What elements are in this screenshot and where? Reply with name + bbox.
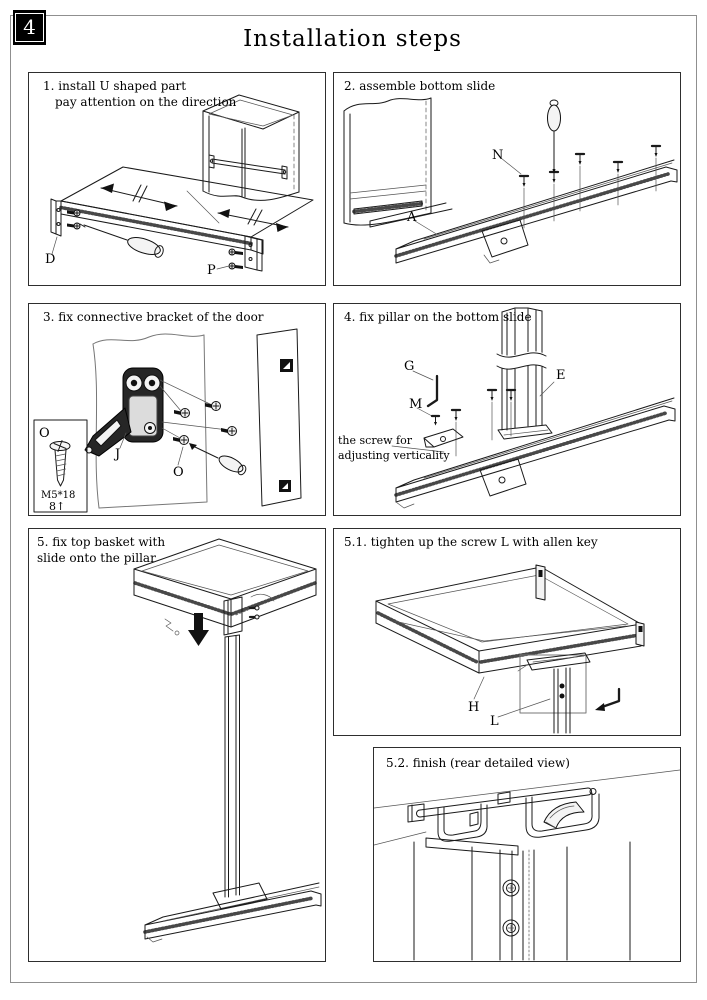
span-arrow-right [218, 209, 288, 232]
screw-icon [67, 210, 80, 229]
step2-diagram [334, 73, 680, 285]
screwdriver-icon [80, 224, 165, 258]
step4-diagram [334, 304, 680, 515]
adjusting-plate-drawing [424, 429, 463, 447]
pillar-drawing [225, 635, 240, 897]
step5-diagram [29, 529, 325, 961]
part-label-h: H [468, 700, 480, 715]
step4-panel [333, 303, 681, 516]
step4-title: 4. fix pillar on the bottom slide [344, 310, 532, 324]
cabinet-drawing [344, 98, 431, 225]
door-panel-drawing [257, 329, 301, 506]
pillar-rear-drawing [414, 838, 630, 960]
top-basket-drawing [134, 539, 316, 635]
note-line1: the screw for [338, 434, 412, 447]
page-title: Installation steps [243, 26, 462, 52]
allen-key-icon [428, 376, 437, 406]
span-arrow-left [101, 184, 177, 212]
inset-label-o: O [39, 426, 50, 441]
part-label-g: G [404, 359, 415, 374]
step5-title-line2: slide onto the pillar [37, 551, 156, 565]
pillar-drawing [497, 308, 552, 439]
step3-diagram [29, 304, 325, 515]
note-line2: adjusting verticality [338, 449, 450, 462]
part-label-p: P [207, 263, 216, 278]
screwdriver-icon [548, 100, 561, 175]
step1-title-line1: 1. install U shaped part [43, 79, 187, 93]
step5-2-title: 5.2. finish (rear detailed view) [386, 756, 570, 770]
step5-1-panel [333, 528, 681, 736]
step5-1-diagram [334, 529, 680, 735]
part-label-e: E [556, 368, 566, 383]
inset-qty: 8↑ [49, 500, 66, 513]
bottom-slide-drawing [145, 883, 321, 942]
part-label-a: A [407, 210, 417, 225]
step3-panel [28, 303, 326, 516]
cabinet-drawing [203, 95, 299, 200]
step5-2-diagram [374, 748, 680, 961]
arrow-down-icon [188, 613, 209, 646]
screw-icon [432, 390, 515, 456]
part-label-o: O [173, 465, 184, 480]
part-label-m: M [409, 397, 423, 412]
part-label-l: L [490, 714, 499, 729]
top-basket-drawing [376, 565, 644, 673]
step2-title: 2. assemble bottom slide [344, 79, 496, 93]
screw-inset [34, 420, 87, 513]
step1-title-line2: pay attention on the direction [55, 95, 237, 109]
screwdriver-icon [189, 443, 247, 476]
screw-icon [520, 146, 660, 228]
part-label-n: N [492, 148, 504, 163]
part-label-d: D [45, 252, 56, 267]
u-rail-drawing [45, 167, 313, 278]
step5-2-panel [373, 747, 681, 962]
part-label-j: J [115, 447, 121, 462]
step2-panel [333, 72, 681, 286]
step3-title: 3. fix connective bracket of the door [43, 310, 264, 324]
step5-1-title: 5.1. tighten up the screw L with allen key [344, 535, 598, 549]
allen-key-icon [595, 689, 619, 711]
step5-title-line1: 5. fix top basket with [37, 535, 166, 549]
screw-icon [173, 402, 237, 445]
step1-panel [28, 72, 326, 286]
screw-icon [229, 249, 243, 269]
inset-spec: M5*18 [41, 490, 76, 501]
rear-detail-drawing [374, 770, 680, 845]
step5-panel [28, 528, 326, 962]
page-number: 4 [15, 13, 44, 42]
